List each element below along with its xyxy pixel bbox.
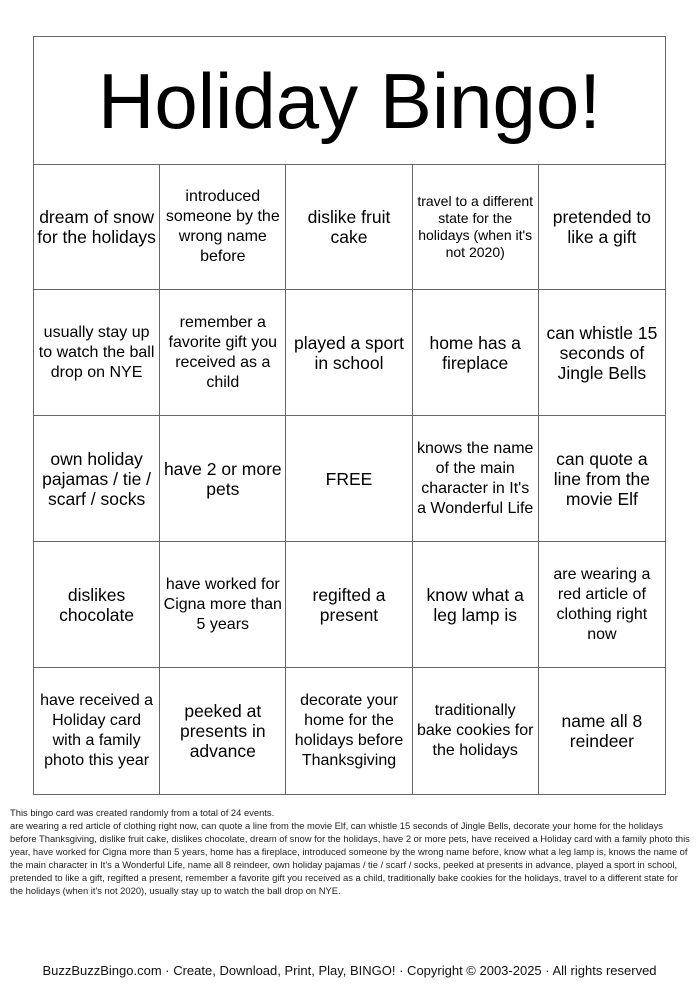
bingo-card xyxy=(33,36,666,795)
bingo-cell: usually stay up to watch the ball drop on NYE xyxy=(34,290,160,416)
bingo-cell: decorate your home for the holidays before Thanksgiving xyxy=(286,668,412,794)
bingo-cell: can whistle 15 seconds of Jingle Bells xyxy=(539,290,665,416)
bingo-cell: have worked for Cigna more than 5 years xyxy=(160,542,286,668)
bingo-cell: can quote a line from the movie Elf xyxy=(539,416,665,542)
bingo-cell: travel to a different state for the holidays (when it's not 2020) xyxy=(413,164,539,290)
bingo-cell: own holiday pajamas / tie / scarf / socks xyxy=(34,416,160,542)
bingo-grid xyxy=(34,164,665,794)
bingo-cell: name all 8 reindeer xyxy=(561,711,643,751)
bingo-cell: traditionally bake cookies for the holidays xyxy=(413,668,539,794)
bingo-cell: played a sport in school xyxy=(286,290,412,416)
info-summary: This bingo card was created randomly from a total of 24 events. xyxy=(10,807,275,818)
bingo-cell: introduced someone by the wrong name before xyxy=(160,164,286,290)
card-title: Holiday Bingo! xyxy=(98,56,601,145)
bingo-cell: have 2 or more pets xyxy=(160,416,286,542)
bingo-cell: dream of snow for the holidays xyxy=(34,164,160,290)
title-row xyxy=(34,37,665,165)
bingo-cell: regifted a present xyxy=(286,542,412,668)
bingo-cell: peeked at presents in advance xyxy=(160,668,286,794)
bingo-cell: knows the name of the main character in It's a Wonderful Life xyxy=(413,416,539,542)
bingo-cell: remember a favorite gift you received as a child xyxy=(160,290,286,416)
bingo-cell: dislikes chocolate xyxy=(34,542,160,668)
bingo-cell: home has a fireplace xyxy=(413,290,539,416)
info-event-list: are wearing a red article of clothing right now, can quote a line from the movie Elf, can whistle 15 seconds of Jingle Bells, decorate your home for the holidays before Thanksgiving, dislike fruit cake, dislikes chocolate, dream of snow for the holidays, have 2 or more pets, have received a Holiday card with a family photo this year, have worked for Cigna more than 5 years, home has a fireplace, introduced someone by the wrong name before, know what a leg lamp is, knows the name of the main character in It's a Wonderful Life, name all 8 reindeer, own holiday pajamas / tie / scarf / socks, peeked at presents in advance, played a sport in school, pretended to like a gift, regifted a present, remember a favorite gift you received as a child, traditionally bake cookies for the holidays, travel to a different state for the holidays (when it's not 2020), usually stay up to watch the ball drop on NYE. xyxy=(10,820,690,896)
bingo-cell: are wearing a red article of clothing right now xyxy=(539,542,665,668)
bingo-cell: have received a Holiday card with a family photo this year xyxy=(34,668,160,794)
footer-copyright: BuzzBuzzBingo.com · Create, Download, Print, Play, BINGO! · Copyright © 2003-2025 · All rights reserved xyxy=(42,963,657,978)
bingo-cell: pretended to like a gift xyxy=(539,164,665,290)
free-cell: FREE xyxy=(286,416,412,542)
bingo-cell: dislike fruit cake xyxy=(286,164,412,290)
bingo-cell: know what a leg lamp is xyxy=(413,542,539,668)
card-info xyxy=(10,806,690,897)
